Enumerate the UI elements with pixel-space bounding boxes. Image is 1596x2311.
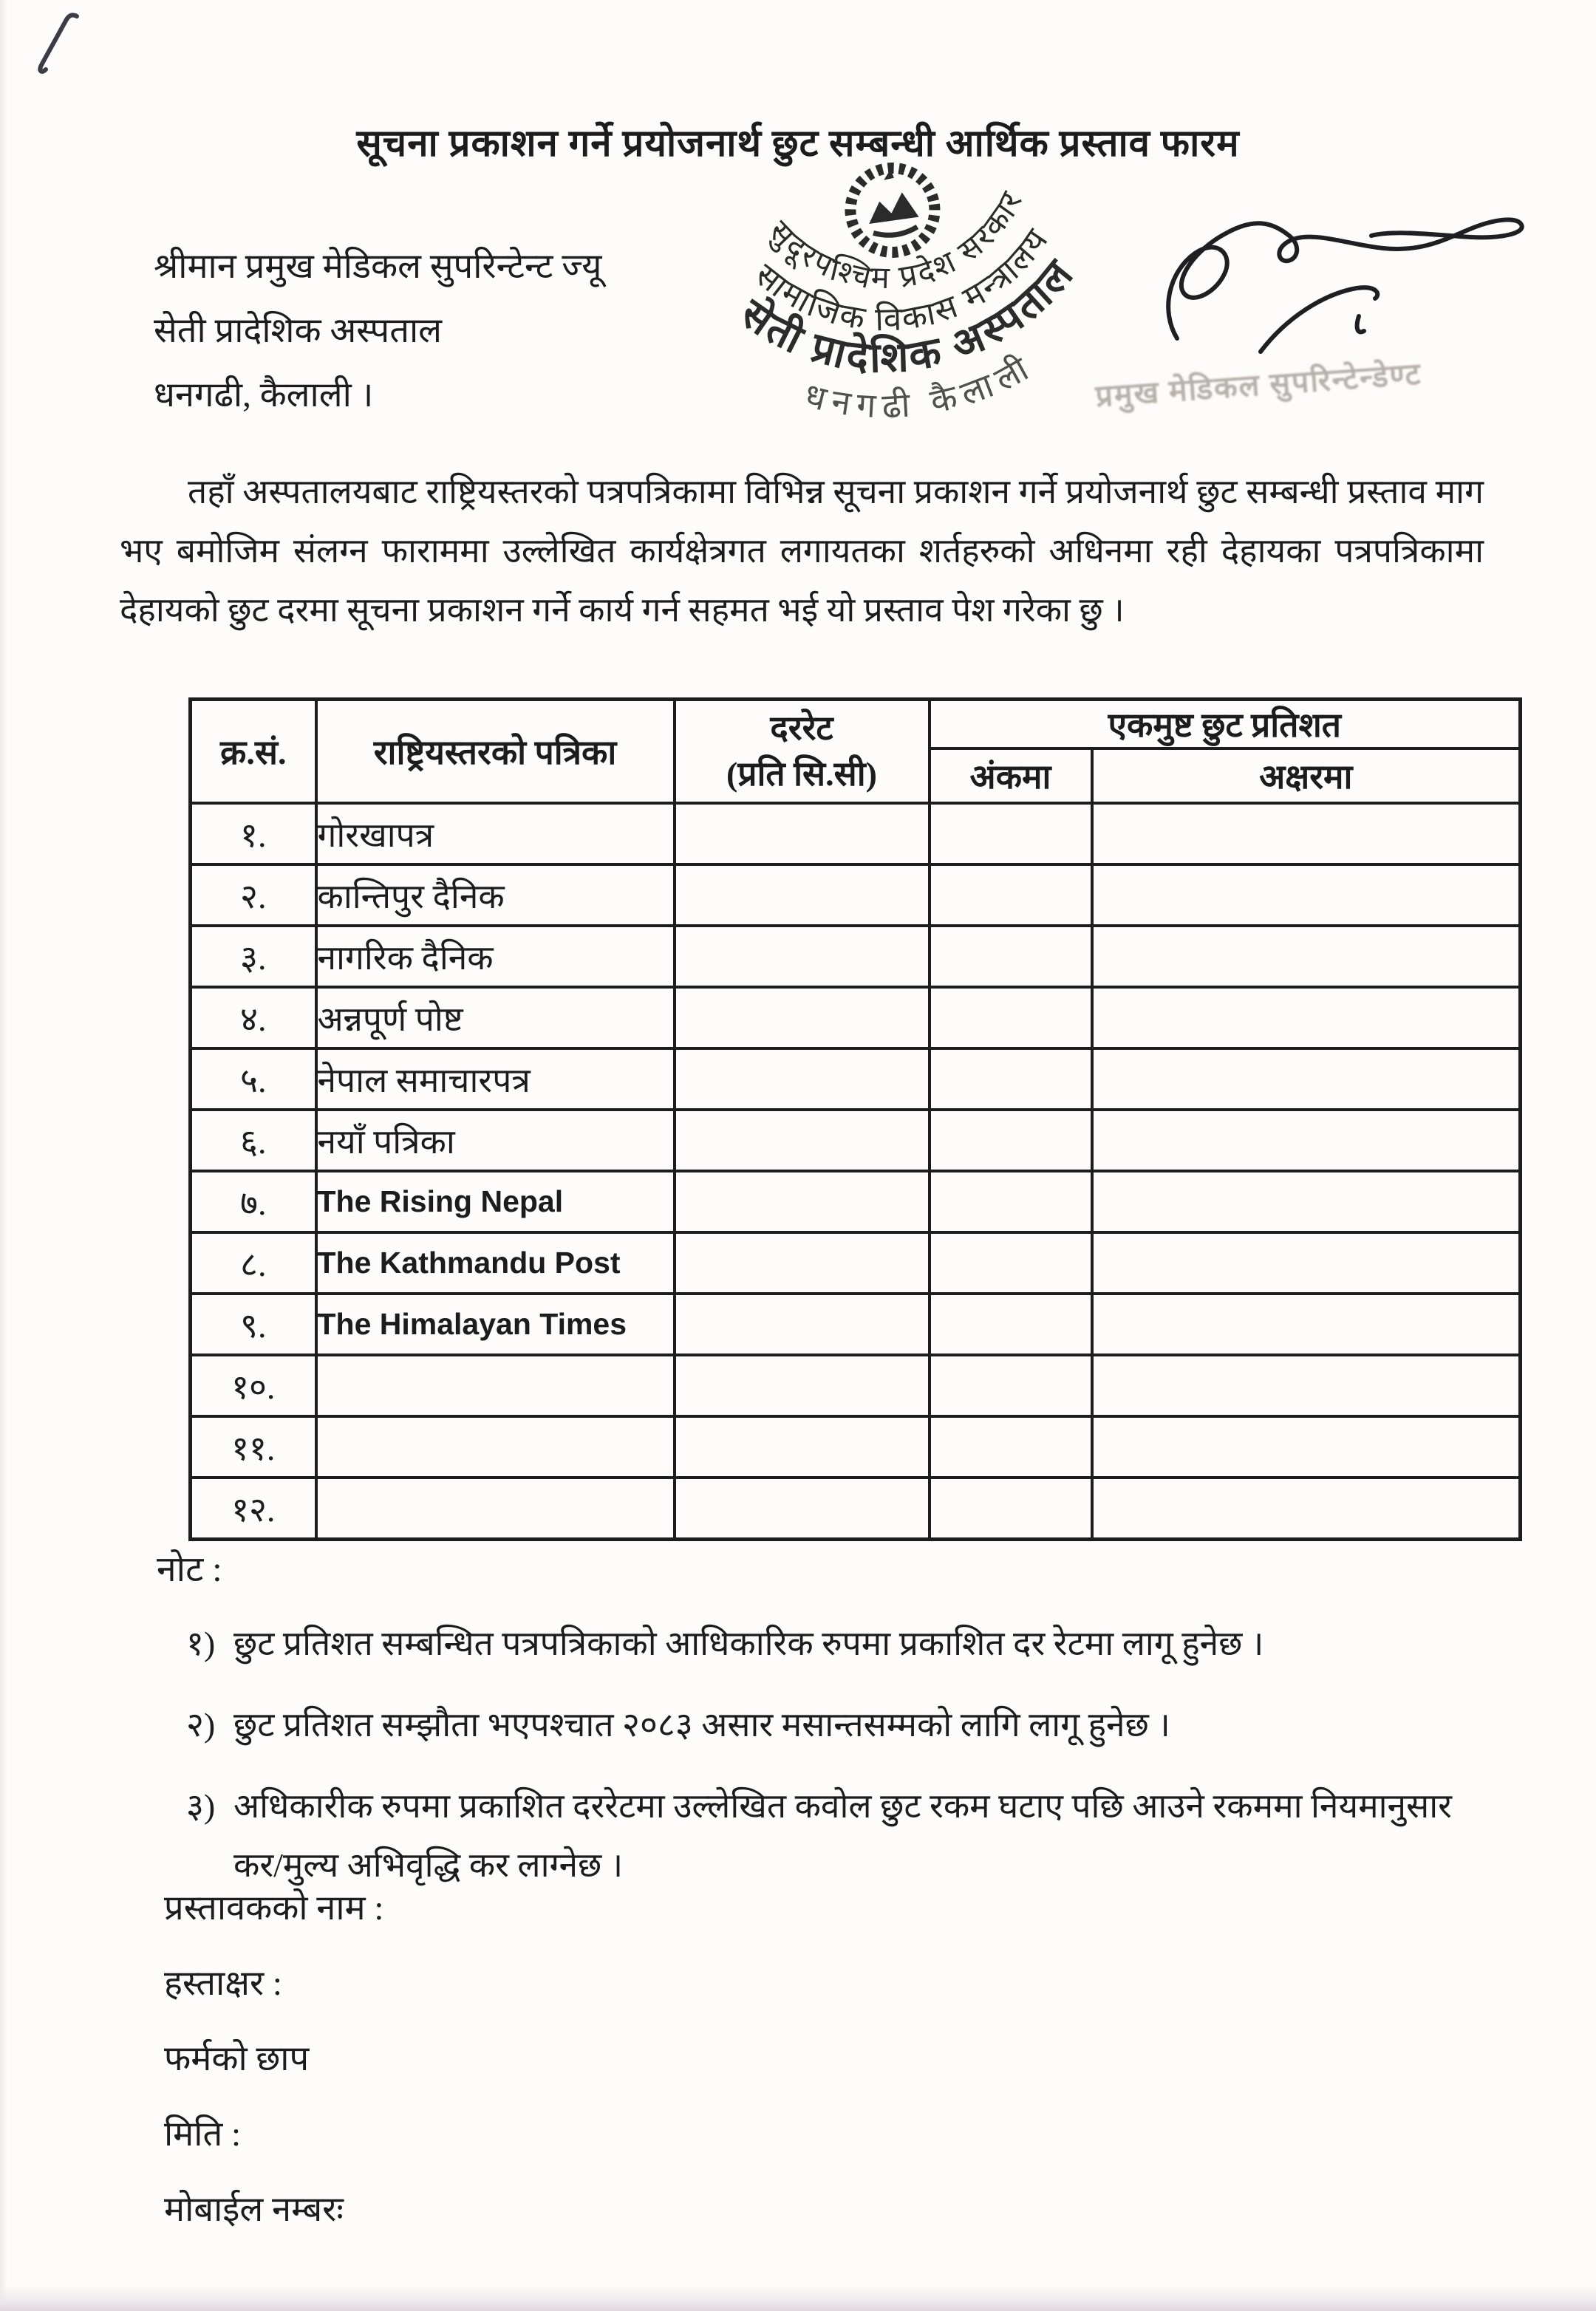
header-rate-line1: दररेट xyxy=(770,709,833,747)
table-row xyxy=(191,1478,1521,1540)
note-number: ३) xyxy=(186,1787,216,1825)
seal-arc-text-2: सामाजिक विकास मन्त्रालय xyxy=(748,221,1057,338)
rate-cell xyxy=(675,1232,930,1294)
recipient-address-block xyxy=(154,235,601,428)
table-row xyxy=(191,926,1521,987)
header-serial: क्र.सं. xyxy=(191,700,316,804)
form-title: सूचना प्रकाशन गर्ने प्रयोजनार्थ छुट सम्बन्धी आर्थिक प्रस्ताव फारम xyxy=(356,123,1240,165)
figures-cell xyxy=(930,1355,1092,1416)
words-cell xyxy=(1092,1048,1521,1110)
words-cell xyxy=(1092,1110,1521,1171)
field-signature: हस्ताक्षर : xyxy=(164,1964,282,2003)
recipient-line-1: श्रीमान प्रमुख मेडिकल सुपरिन्टेन्ट ज्यू xyxy=(154,248,602,286)
note-text: छुट प्रतिशत सम्बन्धित पत्रपत्रिकाको आधिकारिक रुपमा प्रकाशित दर रेटमा लागू हुनेछ । xyxy=(233,1625,1264,1662)
newspaper-cell xyxy=(316,1478,675,1540)
seal-arc-text-1: सुदूरपश्चिम प्रदेश सरकार xyxy=(761,185,1031,296)
serial-cell: २. xyxy=(191,864,316,926)
signature-ink xyxy=(1168,219,1521,352)
newspaper-cell: नागरिक दैनिक xyxy=(316,926,675,987)
words-cell xyxy=(1092,1416,1521,1478)
svg-text:धनगढी कैलाली xyxy=(796,344,1045,439)
notes-heading: नोट : xyxy=(157,1550,222,1589)
header-newspaper: राष्ट्रियस्तरको पत्रिका xyxy=(316,700,675,804)
header-rate xyxy=(675,700,930,804)
newspaper-cell: The Himalayan Times xyxy=(316,1294,675,1355)
newspaper-cell xyxy=(316,1416,675,1478)
table-row xyxy=(191,1355,1521,1416)
table-row xyxy=(191,1232,1521,1294)
newspaper-cell: The Kathmandu Post xyxy=(316,1232,675,1294)
officer-designation-stamp: प्रमुख मेडिकल सुपरिन्टेन्डेण्ट xyxy=(1094,356,1423,414)
words-cell xyxy=(1092,1232,1521,1294)
serial-cell: ८. xyxy=(191,1232,316,1294)
serial-cell: १२. xyxy=(191,1478,316,1540)
rate-cell xyxy=(675,926,930,987)
table-row xyxy=(191,864,1521,926)
words-cell xyxy=(1092,1294,1521,1355)
figures-cell xyxy=(930,1048,1092,1110)
rate-cell xyxy=(675,1048,930,1110)
body-paragraph: तहाँ अस्पतालयबाट राष्ट्रियस्तरको पत्रपत्रिकामा विभिन्न सूचना प्रकाशन गर्ने प्रयोजनार्थ छुट सम्बन्धी प्रस्ताव माग भए बमोजिम संलग्न फाराममा उल्लेखित कार्यक्षेत्रगत लगायतका शर्तहरुको अधिनमा रही देहायका पत्रपत्रिकामा देहायको छुट दरमा सूचना प्रकाशन गर्ने कार्य गर्न सहमत भई यो प्रस्ताव पेश गरेका छु । xyxy=(120,473,1484,629)
note-text: अधिकारीक रुपमा प्रकाशित दररेटमा उल्लेखित कवोल छुट रकम घटाए पछि आउने रकममा नियमानुसार कर/मुल्य अभिवृद्धि कर लाग्नेछ । xyxy=(233,1787,1452,1884)
words-cell xyxy=(1092,1478,1521,1540)
svg-text:सुदूरपश्चिम प्रदेश सरकार xyxy=(758,181,1041,313)
pen-slash-mark xyxy=(40,15,77,71)
rate-cell xyxy=(675,1416,930,1478)
words-cell xyxy=(1092,987,1521,1048)
header-rate-line2: (प्रति सि.सी) xyxy=(726,755,877,793)
serial-cell: १. xyxy=(191,803,316,864)
table-row xyxy=(191,987,1521,1048)
figures-cell xyxy=(930,803,1092,864)
note-number: १) xyxy=(186,1625,216,1662)
rate-cell xyxy=(675,987,930,1048)
figures-cell xyxy=(930,1416,1092,1478)
newspaper-cell: अन्नपूर्ण पोष्ट xyxy=(316,987,675,1048)
scan-left-edge xyxy=(0,0,7,2311)
note-item xyxy=(186,1696,1510,1755)
figures-cell xyxy=(930,1232,1092,1294)
figures-cell xyxy=(930,864,1092,926)
rate-cell xyxy=(675,864,930,926)
header-discount-group: एकमुष्ट छुट प्रतिशत xyxy=(930,700,1521,749)
figures-cell xyxy=(930,987,1092,1048)
words-cell xyxy=(1092,803,1521,864)
newspaper-cell: नेपाल समाचारपत्र xyxy=(316,1048,675,1110)
table-row xyxy=(191,1171,1521,1232)
table-row xyxy=(191,1110,1521,1171)
svg-text:सेती प्रादेशिक अस्पताल xyxy=(726,244,1094,404)
rate-cell xyxy=(675,803,930,864)
field-firm-stamp: फर्मको छाप xyxy=(164,2040,310,2078)
svg-text:सामाजिक विकास मन्त्रालय xyxy=(745,217,1066,358)
newspaper-cell: The Rising Nepal xyxy=(316,1171,675,1232)
table-row xyxy=(191,1294,1521,1355)
rates-table xyxy=(188,697,1522,1541)
serial-cell: ७. xyxy=(191,1171,316,1232)
rate-cell xyxy=(675,1355,930,1416)
words-cell xyxy=(1092,1355,1521,1416)
words-cell xyxy=(1092,926,1521,987)
figures-cell xyxy=(930,1110,1092,1171)
header-in-words: अक्षरमा xyxy=(1092,748,1521,803)
note-item xyxy=(186,1777,1510,1895)
figures-cell xyxy=(930,1478,1092,1540)
note-item xyxy=(186,1614,1510,1673)
figures-cell xyxy=(930,1294,1092,1355)
serial-cell: १०. xyxy=(191,1355,316,1416)
notes-section xyxy=(157,1544,1510,1895)
field-mobile-number: मोबाईल नम्बरः xyxy=(164,2191,344,2229)
table-row xyxy=(191,1048,1521,1110)
seal-emblem xyxy=(845,163,941,258)
table-header-row-1 xyxy=(191,700,1521,749)
hospital-seal xyxy=(712,143,1100,447)
header-in-figures: अंकमा xyxy=(930,748,1092,803)
newspaper-cell xyxy=(316,1355,675,1416)
newspaper-cell: कान्तिपुर दैनिक xyxy=(316,864,675,926)
serial-cell: ४. xyxy=(191,987,316,1048)
table-row xyxy=(191,803,1521,864)
field-proposer-name: प्रस्तावकको नाम : xyxy=(164,1889,384,1928)
scan-bottom-edge xyxy=(0,2286,1596,2311)
note-number: २) xyxy=(186,1706,216,1744)
serial-cell: ९. xyxy=(191,1294,316,1355)
recipient-line-3: धनगढी, कैलाली । xyxy=(154,376,374,414)
footer-fields xyxy=(164,1882,383,2259)
newspaper-cell: नयाँ पत्रिका xyxy=(316,1110,675,1171)
rate-cell xyxy=(675,1110,930,1171)
rate-cell xyxy=(675,1171,930,1232)
serial-cell: ३. xyxy=(191,926,316,987)
field-date: मिति : xyxy=(164,2115,242,2154)
words-cell xyxy=(1092,864,1521,926)
serial-cell: ११. xyxy=(191,1416,316,1478)
table-row xyxy=(191,1416,1521,1478)
seal-arc-text-4: धनगढी कैलाली xyxy=(800,346,1041,426)
figures-cell xyxy=(930,1171,1092,1232)
note-text: छुट प्रतिशत सम्झौता भएपश्चात २०८३ असार मसान्तसम्मको लागि लागू हुनेछ । xyxy=(233,1706,1170,1744)
rate-cell xyxy=(675,1294,930,1355)
seal-arc-text-3: सेती प्रादेशिक अस्पताल xyxy=(732,250,1084,382)
serial-cell: ६. xyxy=(191,1110,316,1171)
figures-cell xyxy=(930,926,1092,987)
words-cell xyxy=(1092,1171,1521,1232)
serial-cell: ५. xyxy=(191,1048,316,1110)
recipient-line-2: सेती प्रादेशिक अस्पताल xyxy=(154,312,443,350)
rate-cell xyxy=(675,1478,930,1540)
newspaper-cell: गोरखापत्र xyxy=(316,803,675,864)
